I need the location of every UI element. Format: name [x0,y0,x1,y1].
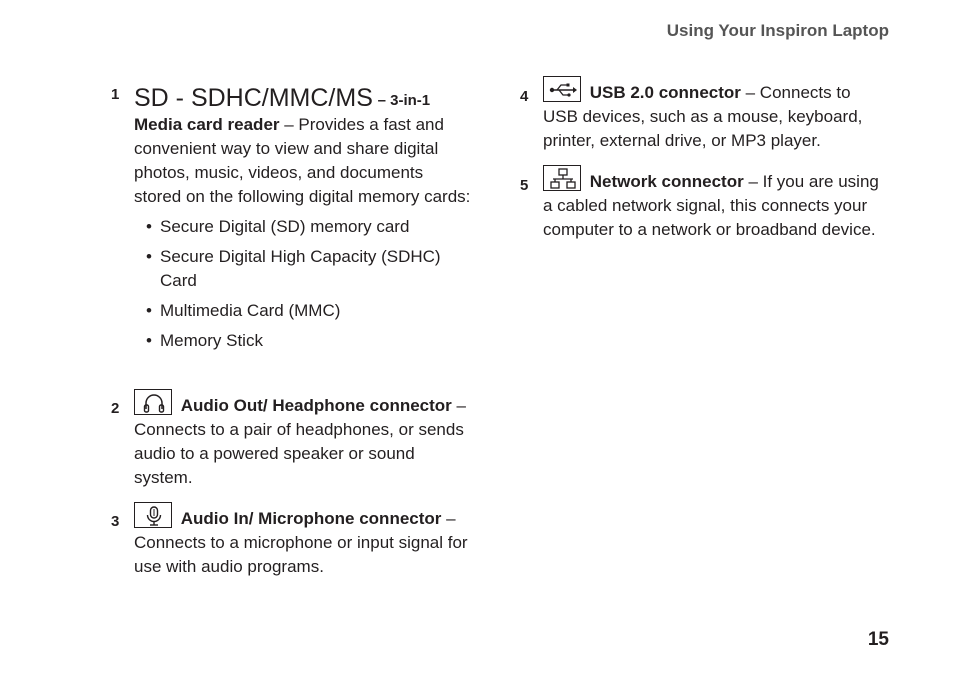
item-title: Audio In/ Microphone connector [180,509,442,528]
item-number: 2 [111,400,120,417]
item-description: – Provides a fast and convenient way to view and share digital photos, music, videos, and documents stored on the following digital memory cards: [134,115,471,206]
item-description: – Connects to a microphone or input signal for use with audio programs. [134,509,468,576]
list-item: • Secure Digital (SD) memory card [146,217,410,236]
list-item: • Secure Digital High Capacity (SDHC) Card [146,247,441,290]
usb-connector-item [543,76,883,153]
item-title-suffix: – 3-in-1 [377,92,431,109]
item-title: USB 2.0 connector [589,83,741,102]
audio-out-item [134,389,474,490]
running-header: Using Your Inspiron Laptop [666,21,889,40]
item-number: 4 [520,88,529,105]
sd-sdhc-mmc-ms-logo: SD - SDHC/MMC/MS [134,84,373,112]
item-title: Media card reader [134,115,280,134]
memory-card-list [134,215,474,353]
network-icon [543,165,581,191]
item-number: 3 [111,513,120,530]
headphones-icon [134,389,172,415]
item-description: – Connects to a pair of headphones, or sends audio to a powered speaker or sound system. [134,396,466,487]
usb-icon [543,76,581,102]
list-item: • Multimedia Card (MMC) [146,301,341,320]
item-title: Audio Out/ Headphone connector [180,396,452,415]
network-connector-item [543,165,883,242]
audio-in-item [134,502,479,579]
item-title: Network connector [589,172,744,191]
item-description: – If you are using a cabled network signal, this connects your computer to a network or broadband device. [543,172,879,239]
item-number: 5 [520,177,529,194]
item-number: 1 [111,86,120,103]
media-card-reader-item [134,86,474,359]
microphone-icon [134,502,172,528]
item-description: – Connects to USB devices, such as a mouse, keyboard, printer, external drive, or MP3 player. [543,83,863,150]
list-item: • Memory Stick [146,331,263,350]
page-number: 15 [867,629,889,650]
